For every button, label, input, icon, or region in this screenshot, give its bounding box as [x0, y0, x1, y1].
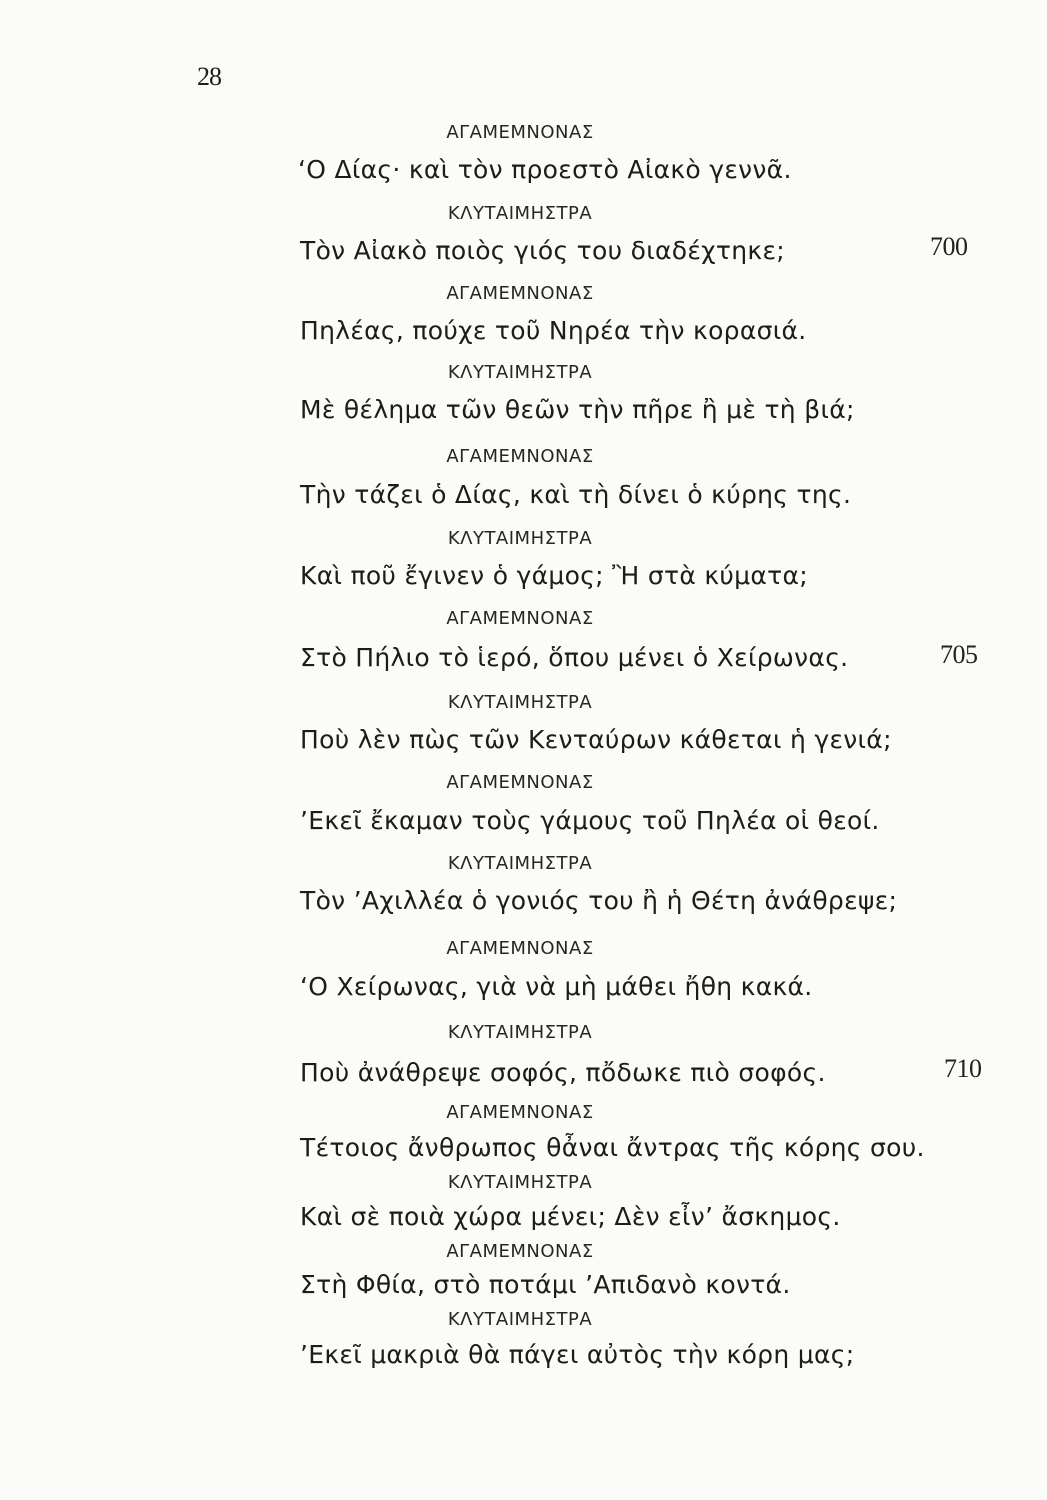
page-number: 28: [197, 62, 221, 91]
verse-line: Τὸν ’Αχιλλέα ὁ γονιός του ἢ ἡ Θέτη ἀνάθρεψε;: [300, 886, 898, 915]
speaker-name: ΑΓΑΜΕΜΝΟΝΑΣ: [446, 1241, 594, 1262]
verse-line: Μὲ θέλημα τῶν θεῶν τὴν πῆρε ἢ μὲ τὴ βιά;: [300, 395, 855, 424]
verse-line: ‘Ο Δίας· καὶ τὸν προεστὸ Αἰακὸ γεννᾶ.: [298, 155, 792, 184]
verse-line: Ποὺ ἀνάθρεψε σοφός, πὄδωκε πιὸ σοφός.: [300, 1058, 826, 1087]
verse-line: ‘Ο Χείρωνας, γιὰ νὰ μὴ μάθει ἤθη κακά.: [300, 972, 813, 1001]
speaker-name: ΑΓΑΜΕΜΝΟΝΑΣ: [446, 772, 594, 793]
speaker-name: ΑΓΑΜΕΜΝΟΝΑΣ: [446, 608, 594, 629]
speaker-name: ΑΓΑΜΕΜΝΟΝΑΣ: [446, 938, 594, 959]
line-number: 710: [944, 1054, 982, 1083]
speaker-name: ΑΓΑΜΕΜΝΟΝΑΣ: [446, 283, 594, 304]
speaker-name: ΑΓΑΜΕΜΝΟΝΑΣ: [446, 122, 594, 143]
verse-line: Πηλέας, πούχε τοῦ Νηρέα τὴν κορασιά.: [300, 316, 807, 345]
speaker-name: ΚΛΥΤΑΙΜΗΣΤΡΑ: [447, 1022, 593, 1043]
speaker-name: ΚΛΥΤΑΙΜΗΣΤΡΑ: [447, 1309, 593, 1330]
speaker-name: ΚΛΥΤΑΙΜΗΣΤΡΑ: [447, 1172, 593, 1193]
verse-line: Ποὺ λὲν πὼς τῶν Κενταύρων κάθεται ἡ γενιά;: [300, 725, 892, 754]
verse-line: Τὴν τάζει ὁ Δίας, καὶ τὴ δίνει ὁ κύρης της.: [300, 480, 852, 509]
speaker-name: ΚΛΥΤΑΙΜΗΣΤΡΑ: [447, 528, 593, 549]
verse-line: Καὶ σὲ ποιὰ χώρα μένει; Δὲν εἶν’ ἄσκημος.: [300, 1202, 841, 1231]
line-number: 705: [940, 640, 978, 669]
verse-line: Στὸ Πήλιο τὸ ἱερό, ὅπου μένει ὁ Χείρωνας.: [300, 643, 849, 672]
speaker-name: ΚΛΥΤΑΙΜΗΣΤΡΑ: [447, 203, 593, 224]
speaker-name: ΚΛΥΤΑΙΜΗΣΤΡΑ: [447, 853, 593, 874]
verse-line: Στὴ Φθία, στὸ ποτάμι ’Απιδανὸ κοντά.: [300, 1270, 791, 1299]
speaker-name: ΚΛΥΤΑΙΜΗΣΤΡΑ: [447, 362, 593, 383]
speaker-name: ΚΛΥΤΑΙΜΗΣΤΡΑ: [447, 692, 593, 713]
verse-line: ’Εκεῖ μακριὰ θὰ πάγει αὐτὸς τὴν κόρη μας;: [300, 1340, 855, 1369]
verse-line: ’Εκεῖ ἔκαμαν τοὺς γάμους τοῦ Πηλέα οἱ θεοί.: [300, 806, 880, 835]
verse-line: Καὶ ποῦ ἔγινεν ὁ γάμος; Ἢ στὰ κύματα;: [300, 561, 809, 590]
verse-line: Τὸν Αἰακὸ ποιὸς γιός του διαδέχτηκε;: [300, 236, 785, 265]
speaker-name: ΑΓΑΜΕΜΝΟΝΑΣ: [446, 1102, 594, 1123]
line-number: 700: [930, 232, 968, 261]
speaker-name: ΑΓΑΜΕΜΝΟΝΑΣ: [446, 446, 594, 467]
verse-line: Τέτοιος ἄνθρωπος θἆναι ἄντρας τῆς κόρης σου.: [300, 1133, 925, 1162]
